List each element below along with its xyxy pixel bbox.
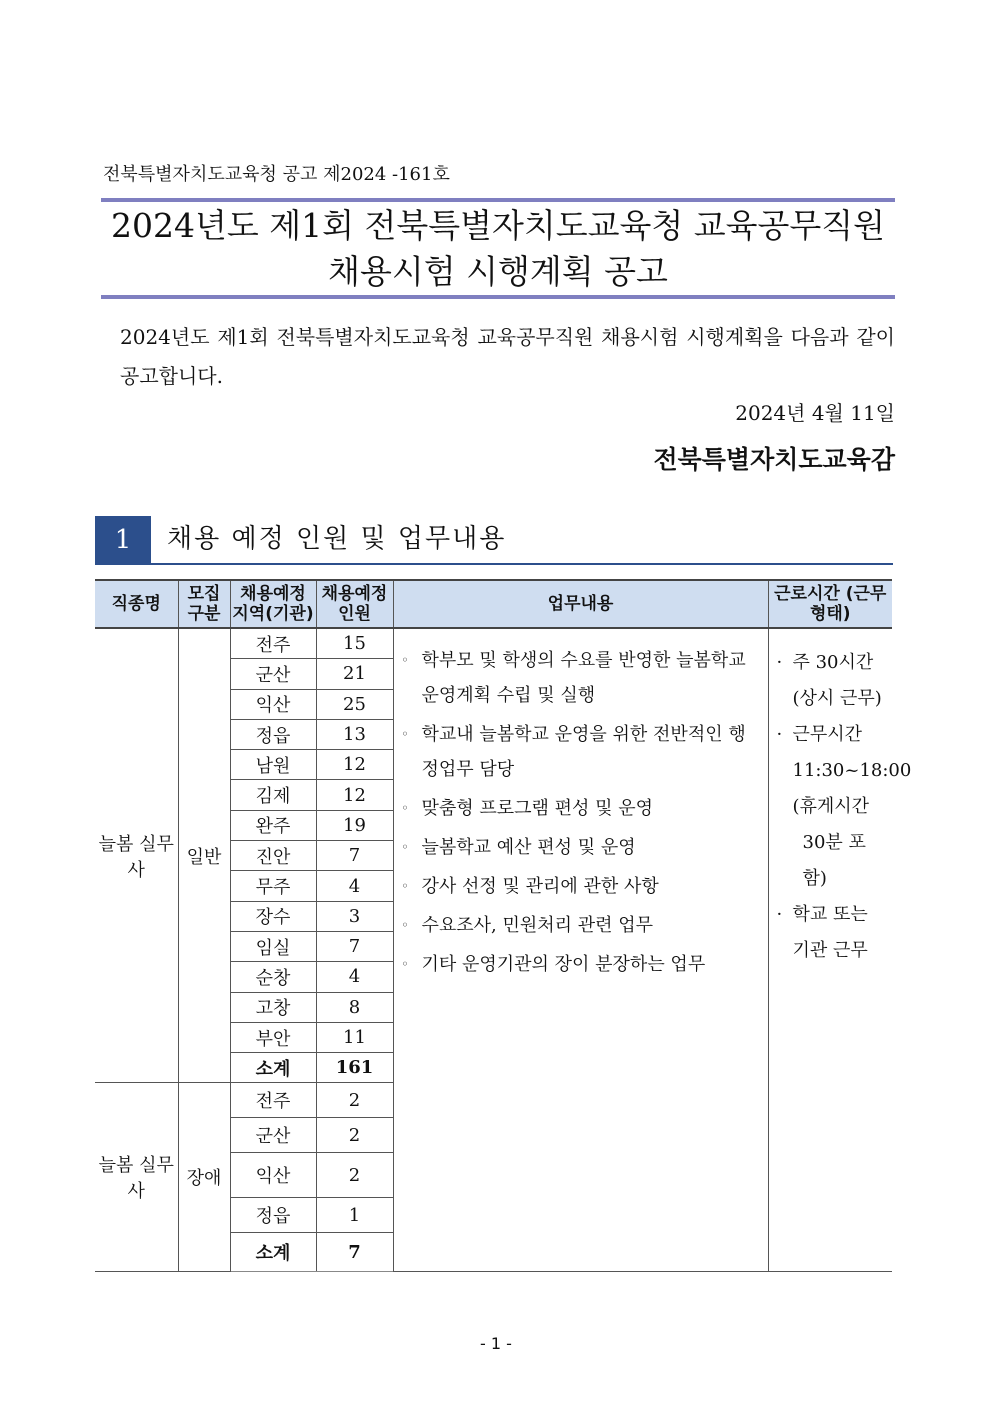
bullet-icon: ·	[776, 652, 783, 673]
section-number: 1	[95, 516, 151, 564]
duty-text: 기타 운영기관의 장이 분장하는 업무	[421, 954, 706, 975]
header-category: 모집 구분	[178, 580, 230, 628]
count-cell: 4	[316, 871, 393, 901]
duty-text: 학교내 늘봄학교 운영을 위한 전반적인 행정업무 담당	[421, 724, 746, 780]
hours-line	[777, 681, 889, 717]
subtotal-value: 7	[316, 1233, 393, 1272]
bullet-icon: ◦	[401, 801, 409, 815]
duty-item	[402, 643, 762, 713]
hours-cell	[768, 628, 912, 1272]
header-count: 채용예정 인원	[316, 580, 393, 628]
hours-line	[777, 645, 889, 681]
count-cell: 21	[316, 659, 393, 689]
table-header-row	[95, 580, 892, 628]
hours-line	[777, 753, 912, 789]
hours-place-1: 학교 또는	[792, 904, 868, 925]
subtotal-label: 소계	[230, 1233, 316, 1272]
page-title-line-1: 2024년도 제1회 전북특별자치도교육청 교육공무직원	[110, 206, 885, 245]
count-cell: 2	[316, 1083, 393, 1118]
region-cell: 남원	[230, 750, 316, 780]
bullet-icon: ◦	[401, 879, 409, 893]
hours-line	[777, 789, 889, 825]
count-cell: 19	[316, 810, 393, 840]
duty-item	[402, 830, 762, 865]
count-cell: 7	[316, 841, 393, 871]
bullet-icon: ◦	[401, 727, 409, 741]
region-cell: 정읍	[230, 719, 316, 749]
title-top-rule	[101, 198, 895, 202]
bullet-icon: ◦	[401, 653, 409, 667]
hours-weekly: 주 30시간	[792, 652, 874, 673]
bullet-icon: ◦	[401, 918, 409, 932]
region-cell: 군산	[230, 1118, 316, 1153]
table-row	[95, 628, 892, 659]
duty-item	[402, 869, 762, 904]
region-cell: 정읍	[230, 1198, 316, 1233]
count-cell: 4	[316, 962, 393, 992]
subtotal-label: 소계	[230, 1053, 316, 1083]
count-cell: 8	[316, 992, 393, 1022]
count-cell: 1	[316, 1198, 393, 1233]
count-cell: 2	[316, 1118, 393, 1153]
region-cell: 진안	[230, 841, 316, 871]
recruitment-table	[95, 579, 912, 1272]
duty-item	[402, 947, 762, 982]
hours-break-1: (휴게시간	[792, 796, 870, 817]
announcement-paragraph: 2024년도 제1회 전북특별자치도교육청 교육공무직원 채용시험 시행계획을 다음과 같이 공고합니다.	[120, 325, 895, 388]
duty-item	[402, 717, 762, 787]
region-cell: 완주	[230, 810, 316, 840]
count-cell: 12	[316, 750, 393, 780]
count-cell: 13	[316, 719, 393, 749]
header-region: 채용예정 지역(기관)	[230, 580, 316, 628]
hours-line	[777, 897, 889, 933]
region-cell: 무주	[230, 871, 316, 901]
bullet-icon: ·	[776, 904, 783, 925]
header-job: 직종명	[95, 580, 178, 628]
count-cell: 11	[316, 1022, 393, 1052]
count-cell: 25	[316, 689, 393, 719]
duty-item	[402, 908, 762, 943]
region-cell: 익산	[230, 689, 316, 719]
header-hours: 근로시간 (근무형태)	[768, 580, 892, 628]
duty-text: 늘봄학교 예산 편성 및 운영	[421, 837, 636, 858]
count-cell: 12	[316, 780, 393, 810]
hours-line	[777, 825, 889, 897]
issuer-name: 전북특별자치도교육감	[653, 445, 895, 474]
count-cell: 2	[316, 1153, 393, 1198]
category-disabled: 장애	[178, 1083, 230, 1272]
section-rule	[95, 563, 893, 565]
region-cell: 익산	[230, 1153, 316, 1198]
region-cell: 고창	[230, 992, 316, 1022]
notice-number: 전북특별자치도교육청 공고 제2024 -161호	[103, 164, 450, 185]
subtotal-value: 161	[316, 1053, 393, 1083]
count-cell: 3	[316, 901, 393, 931]
hours-worktime-label: 근무시간	[792, 724, 863, 745]
duties-cell	[393, 628, 768, 1272]
job-name-disabled: 늘봄 실무사	[95, 1083, 178, 1272]
region-cell: 임실	[230, 931, 316, 961]
hours-break-2: 30분 포함)	[802, 832, 866, 889]
duty-text: 수요조사, 민원처리 관련 업무	[421, 915, 654, 936]
section-title: 채용 예정 인원 및 업무내용	[167, 524, 507, 554]
header-duties: 업무내용	[393, 580, 768, 628]
hours-line	[777, 717, 889, 753]
region-cell: 부안	[230, 1022, 316, 1052]
bullet-icon: ·	[776, 724, 783, 745]
region-cell: 군산	[230, 659, 316, 689]
duty-text: 학부모 및 학생의 수요를 반영한 늘봄학교 운영계획 수립 및 실행	[421, 650, 746, 706]
region-cell: 순창	[230, 962, 316, 992]
bullet-icon: ◦	[401, 957, 409, 971]
region-cell: 장수	[230, 901, 316, 931]
announcement-date: 2024년 4월 11일	[735, 401, 895, 425]
duty-item	[402, 791, 762, 826]
duty-text: 맞춤형 프로그램 편성 및 운영	[421, 798, 654, 819]
title-bottom-rule	[101, 295, 895, 299]
hours-worktime: 11:30~18:00	[792, 760, 912, 781]
page-number: - 1 -	[480, 1334, 512, 1353]
hours-weekly-note: (상시 근무)	[792, 688, 882, 709]
hours-line	[777, 933, 889, 969]
bullet-icon: ◦	[401, 840, 409, 854]
count-cell: 7	[316, 931, 393, 961]
page-title-line-2: 채용시험 시행계획 공고	[328, 252, 668, 291]
count-cell: 15	[316, 628, 393, 659]
duty-text: 강사 선정 및 관리에 관한 사항	[421, 876, 659, 897]
region-cell: 전주	[230, 628, 316, 659]
category-general: 일반	[178, 628, 230, 1083]
job-name-general: 늘봄 실무사	[95, 628, 178, 1083]
hours-place-2: 기관 근무	[792, 940, 868, 961]
region-cell: 김제	[230, 780, 316, 810]
region-cell: 전주	[230, 1083, 316, 1118]
